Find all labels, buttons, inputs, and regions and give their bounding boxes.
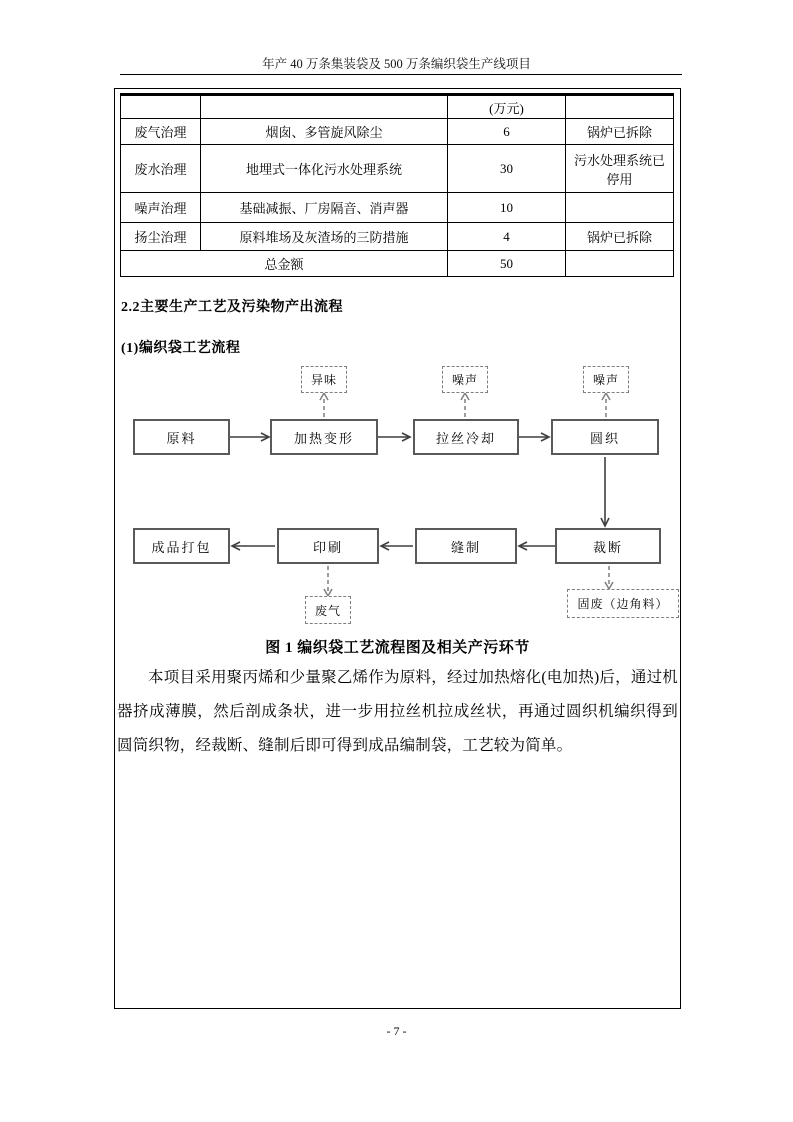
flow-step-heat-deform xyxy=(270,419,378,455)
cell-empty xyxy=(566,95,674,119)
emission-waste-gas xyxy=(305,596,351,624)
section-heading: 2.2主要生产工艺及污染物产出流程 xyxy=(121,300,343,315)
cell-category: 噪声治理 xyxy=(121,193,201,223)
flow-step-cutting xyxy=(555,528,661,564)
emission-label: 固废（边角料） xyxy=(577,597,669,611)
section-subheading: (1)编织袋工艺流程 xyxy=(121,341,241,356)
flow-step-label: 缝制 xyxy=(450,539,481,555)
cell-total-amount: 50 xyxy=(448,251,566,277)
flow-step-label: 裁断 xyxy=(592,539,623,555)
flow-step-label: 成品打包 xyxy=(151,539,212,555)
flow-step-label: 原料 xyxy=(166,430,197,446)
cell-category: 废气治理 xyxy=(121,119,201,145)
table-row xyxy=(121,193,674,223)
cell-remark: 锅炉已拆除 xyxy=(566,223,674,251)
flow-step-label: 圆织 xyxy=(589,430,620,446)
table-row-total xyxy=(121,251,674,277)
table-row xyxy=(121,145,674,193)
flow-step-label: 加热变形 xyxy=(293,430,354,446)
treatment-measures-table xyxy=(120,93,674,277)
cell-remark: 污水处理系统已停用 xyxy=(566,145,674,193)
emission-odor xyxy=(301,366,347,393)
header-rule xyxy=(120,74,682,75)
emission-solid-waste xyxy=(567,589,679,618)
cell-measure: 原料堆场及灰渣场的三防措施 xyxy=(201,223,448,251)
flow-step-sewing xyxy=(415,528,517,564)
cell-amount: 30 xyxy=(448,145,566,193)
flow-step-printing xyxy=(277,528,379,564)
table-row xyxy=(121,95,674,119)
cell-total-label: 总金额 xyxy=(121,251,448,277)
flow-step-raw-material xyxy=(133,419,230,455)
cell-remark xyxy=(566,193,674,223)
document-header-title: 年产 40 万条集装袋及 500 万条编织袋生产线项目 xyxy=(262,57,531,71)
cell-amount: 4 xyxy=(448,223,566,251)
emission-noise-1 xyxy=(442,366,488,393)
flow-step-wire-drawing xyxy=(413,419,519,455)
cell-empty xyxy=(121,95,201,119)
cell-amount: 10 xyxy=(448,193,566,223)
flow-step-label: 拉丝冷却 xyxy=(435,430,496,446)
cell-unit-header: (万元) xyxy=(448,95,566,119)
cell-category: 扬尘治理 xyxy=(121,223,201,251)
page-number: - 7 - xyxy=(386,1024,407,1038)
flow-step-label: 印刷 xyxy=(312,539,343,555)
emission-noise-2 xyxy=(583,366,629,393)
emission-label: 异味 xyxy=(310,373,337,387)
cell-measure: 地埋式一体化污水处理系统 xyxy=(201,145,448,193)
table-row xyxy=(121,119,674,145)
emission-label: 噪声 xyxy=(451,373,478,387)
cell-empty xyxy=(201,95,448,119)
cell-category: 废水治理 xyxy=(121,145,201,193)
flow-step-circular-weave xyxy=(551,419,659,455)
cell-measure: 基础减振、厂房隔音、消声器 xyxy=(201,193,448,223)
emission-label: 废气 xyxy=(314,603,341,618)
emission-label: 噪声 xyxy=(592,373,619,387)
table-row xyxy=(121,223,674,251)
cell-remark: 锅炉已拆除 xyxy=(566,119,674,145)
flow-step-packing xyxy=(133,528,230,564)
cell-empty xyxy=(566,251,674,277)
cell-measure: 烟囱、多管旋风除尘 xyxy=(201,119,448,145)
process-description-paragraph: 本项目采用聚丙烯和少量聚乙烯作为原料，经过加热熔化(电加热)后，通过机器挤成薄膜，然后剖成条状，进一步用拉丝机拉成丝状，再通过圆织机编织得到圆筒织物，经裁断、缝制后即可得到成品编制袋，工艺较为简单。 xyxy=(117,669,678,754)
figure-caption: 图 1 编织袋工艺流程图及相关产污环节 xyxy=(265,640,530,656)
cell-amount: 6 xyxy=(448,119,566,145)
